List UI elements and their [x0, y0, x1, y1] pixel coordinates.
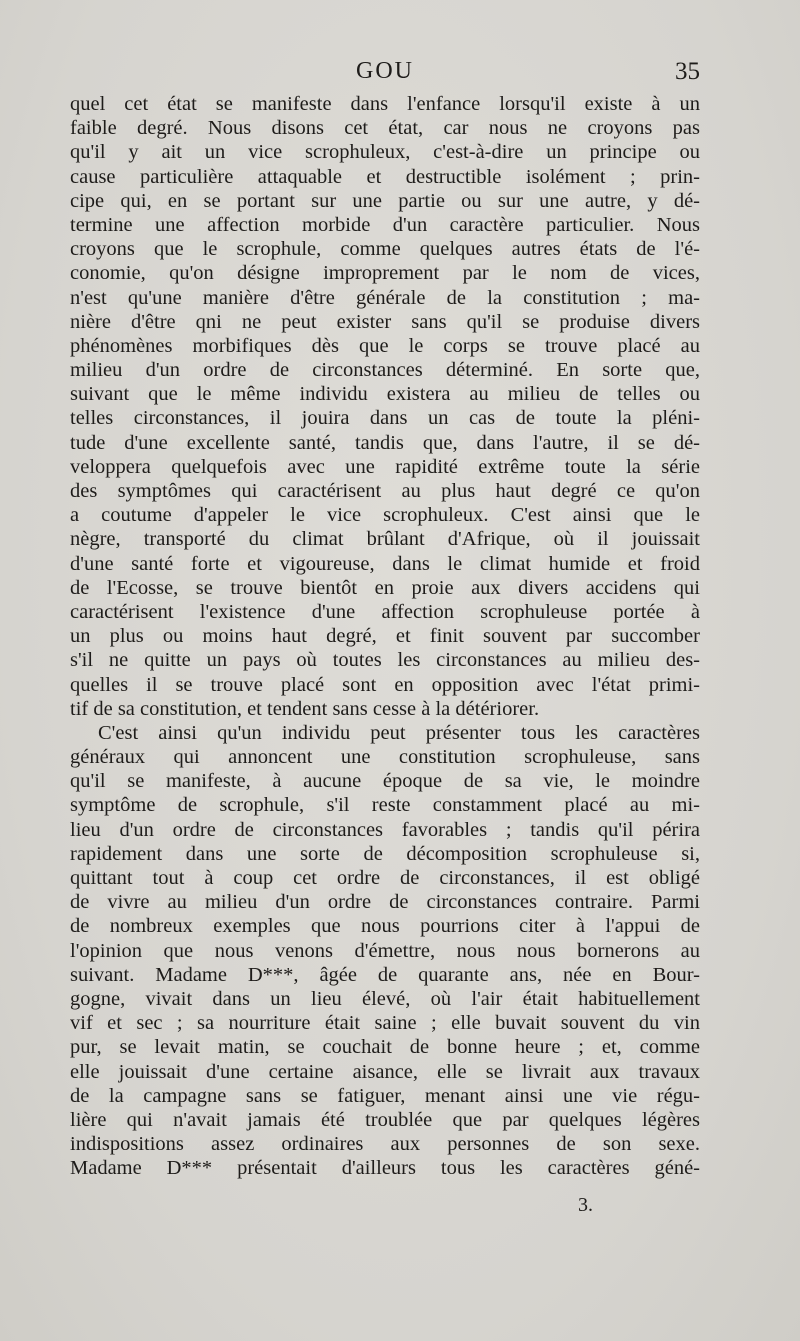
text-line: croyons que le scrophule, comme quelques autres états de l'é- — [70, 238, 700, 261]
text-line: quel cet état se manifeste dans l'enfance lorsqu'il existe à un — [70, 93, 700, 115]
text-line: quelles il se trouve placé sont en opposition avec l'état primi- — [70, 673, 700, 696]
text-line: conomie, qu'on désigne improprement par le nom de vices, — [70, 262, 700, 285]
text-line: cause particulière attaquable et destructible isolément ; prin- — [70, 165, 700, 188]
text-line: des symptômes qui caractérisent au plus haut degré ce qu'on — [70, 480, 700, 502]
text-line: suivant que le même individu existera au milieu de telles ou — [70, 383, 700, 406]
text-line: s'il ne quitte un pays où toutes les circonstances au milieu des- — [70, 649, 700, 672]
text-line: de nombreux exemples que nous pourrions citer à l'appui de — [70, 915, 700, 938]
text-line: vif et sec ; sa nourriture était saine ; elle buvait souvent du vin — [70, 1012, 700, 1035]
text-line: symptôme de scrophule, s'il reste constamment placé au mi- — [70, 794, 700, 817]
text-line: veloppera quelquefois avec une rapidité extrême toute la série — [70, 455, 700, 478]
text-line: l'opinion que nous venons d'émettre, nous nous bornerons au — [70, 939, 700, 962]
text-line: nègre, transporté du climat brûlant d'Afrique, où il jouissait — [70, 528, 700, 551]
text-line: lière qui n'avait jamais été troublée que par quelques légères — [70, 1108, 700, 1131]
text-line: faible degré. Nous disons cet état, car nous ne croyons pas — [70, 117, 700, 140]
text-line: de l'Ecosse, se trouve bientôt en proie aux divers accidens qui — [70, 576, 700, 599]
text-line: cipe qui, en se portant sur une partie ou sur une autre, y dé- — [70, 189, 700, 212]
text-line: tude d'une excellente santé, tandis que, dans l'autre, il se dé- — [70, 431, 700, 454]
text-line: un plus ou moins haut degré, et finit souvent par succomber — [70, 625, 700, 648]
page-header — [70, 58, 700, 92]
text-line: qu'il y ait un vice scrophuleux, c'est-à-dire un principe ou — [70, 141, 700, 164]
text-line: a coutume d'appeler le vice scrophuleux. C'est ainsi que le — [70, 504, 700, 527]
text-line: pur, se levait matin, se couchait de bonne heure ; et, comme — [70, 1036, 700, 1059]
text-line: indispositions assez ordinaires aux personnes de son sexe. — [70, 1133, 700, 1156]
text-line: milieu d'un ordre de circonstances déterminé. En sorte que, — [70, 359, 700, 382]
signature-mark: 3. — [578, 1194, 593, 1216]
text-line: d'une santé forte et vigoureuse, dans le climat humide et froid — [70, 552, 700, 575]
text-line: Madame D*** présentait d'ailleurs tous les caractères géné- — [70, 1157, 700, 1180]
text-line: caractérisent l'existence d'une affection scrophuleuse portée à — [70, 600, 700, 623]
text-line: gogne, vivait dans un lieu élevé, où l'air était habituellement — [70, 987, 700, 1010]
body-text — [70, 92, 700, 1180]
text-line: n'est qu'une manière d'être générale de la constitution ; ma- — [70, 286, 700, 309]
text-line: lieu d'un ordre de circonstances favorables ; tandis qu'il périra — [70, 818, 700, 841]
text-line: qu'il se manifeste, à aucune époque de sa vie, le moindre — [70, 770, 700, 793]
text-line: phénomènes morbifiques dès que le corps se trouve placé au — [70, 334, 700, 357]
text-line: telles circonstances, il jouira dans un cas de toute la pléni- — [70, 407, 700, 430]
text-line: quittant tout à coup cet ordre de circonstances, il est obligé — [70, 867, 700, 889]
text-line: de vivre au milieu d'un ordre de circonstances contraire. Parmi — [70, 891, 700, 914]
page-number: 35 — [675, 58, 700, 85]
paragraph-start-line: C'est ainsi qu'un individu peut présenter tous les caractères — [98, 721, 700, 744]
text-line: de la campagne sans se fatiguer, menant ainsi une vie régu- — [70, 1084, 700, 1107]
text-line: nière d'être qni ne peut exister sans qu'il se produise divers — [70, 310, 700, 333]
text-line: elle jouissait d'une certaine aisance, elle se livrait aux travaux — [70, 1060, 700, 1083]
text-line: suivant. Madame D***, âgée de quarante ans, née en Bour- — [70, 963, 700, 986]
running-head: GOU — [356, 58, 414, 84]
text-line: termine une affection morbide d'un caractère particulier. Nous — [70, 213, 700, 236]
text-line: rapidement dans une sorte de décomposition scrophuleuse si, — [70, 842, 700, 865]
text-line: généraux qui annoncent une constitution scrophuleuse, sans — [70, 746, 700, 769]
paragraph-end-line: tif de sa constitution, et tendent sans cesse à la détériorer. — [70, 697, 540, 720]
